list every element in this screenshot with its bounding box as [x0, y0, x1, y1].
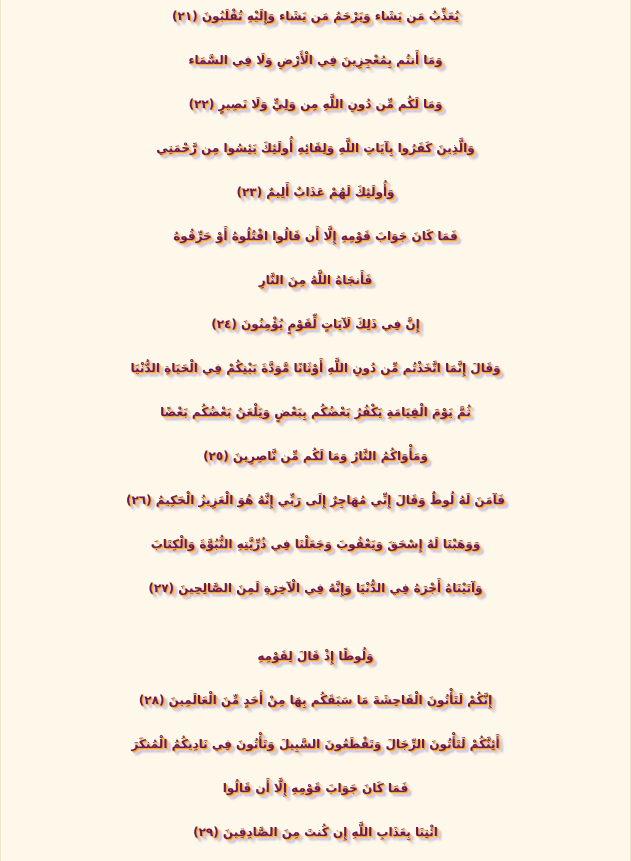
verse-line: إِنَّكُمْ لَتَأْتُونَ الْفَاحِشَةَ مَا سَبَقَكُم بِهَا مِنْ أَحَدٍ مِّنَ الْعَالَمِينَ (٢٨) [138, 693, 493, 707]
verse-line: وَلُوطًا إِذْ قَالَ لِقَوْمِهِ [257, 649, 374, 663]
verse-line: وَوَهَبْنَا لَهُ إِسْحَقَ وَيَعْقُوبَ وَجَعَلْنَا فِي ذُرِّيَّتِهِ النُّبُوَّةَ وَالْكِتَابَ [150, 537, 481, 551]
verse-line: وَأُولَئِكَ لَهُمْ عَذَابٌ أَلِيمٌ (٢٣) [236, 185, 395, 199]
verse-line: يُعَذِّبُ مَن يَشَاء وَيَرْحَمُ مَن يَشَاء وَإِلَيْهِ تُقْلَبُونَ (٢١) [172, 9, 459, 23]
verse-line: وَمَأْوَاكُمُ النَّارُ وَمَا لَكُم مِّن نَّاصِرِينَ (٢٥) [203, 449, 428, 463]
verse-line: إِنَّ فِي ذَلِكَ لَآيَاتٍ لِّقَوْمٍ يُؤْمِنُونَ (٢٤) [211, 317, 420, 331]
verse-line: فَمَا كَانَ جَوَابَ قَوْمِهِ إِلَّا أَن قَالُوا [222, 781, 409, 795]
verse-line: ائْتِنَا بِعَذَابِ اللَّهِ إِن كُنتَ مِنَ الصَّادِقِينَ (٢٩) [193, 825, 438, 839]
verse-line: وَآتَيْنَاهُ أَجْرَهُ فِي الدُّنْيَا وَإِنَّهُ فِي الْآخِرَةِ لَمِنَ الصَّالِحِينَ (٢٧) [148, 581, 483, 595]
verse-line: فَآمَنَ لَهُ لُوطٌ وَقَالَ إِنِّي مُهَاجِرٌ إِلَى رَبِّي إِنَّهُ هُوَ الْعَزِيزُ الْحَكِيمُ (٢٦) [125, 493, 506, 507]
verse-line: وَمَا أَنتُم بِمُعْجِزِينَ فِي الْأَرْضِ وَلَا فِي السَّمَاء [188, 53, 443, 67]
verse-line: وَقَالَ إِنَّمَا اتَّخَذْتُم مِّن دُونِ اللَّهِ أَوْثَانًا مَّوَدَّةَ بَيْنِكُمْ فِي الْحَيَاةِ الدُّنْيَا [130, 361, 501, 375]
verse-line: أَئِنَّكُمْ لَتَأْتُونَ الرِّجَالَ وَتَقْطَعُونَ السَّبِيلَ وَتَأْتُونَ فِي نَادِيكُمُ الْمُنكَرَ [131, 737, 500, 751]
verse-line: فَمَا كَانَ جَوَابَ قَوْمِهِ إِلَّا أَن قَالُوا اقْتُلُوهُ أَوْ حَرِّقُوهُ [173, 229, 458, 243]
verse-line: فَأَنجَاهُ اللَّهُ مِنَ النَّارِ [258, 273, 373, 287]
verse-line: وَالَّذِينَ كَفَرُوا بِآيَاتِ اللَّهِ وَلِقَائِهِ أُولَئِكَ يَئِسُوا مِن رَّحْمَتِي [156, 141, 475, 155]
verse-line: وَمَا لَكُم مِّن دُونِ اللَّهِ مِن وَلِيٍّ وَلَا نَصِيرٍ (٢٢) [188, 97, 443, 111]
verse-line: ثُمَّ يَوْمَ الْقِيَامَةِ يَكْفُرُ بَعْضُكُم بِبَعْضٍ وَيَلْعَنُ بَعْضُكُم بَعْضًا [160, 405, 471, 419]
